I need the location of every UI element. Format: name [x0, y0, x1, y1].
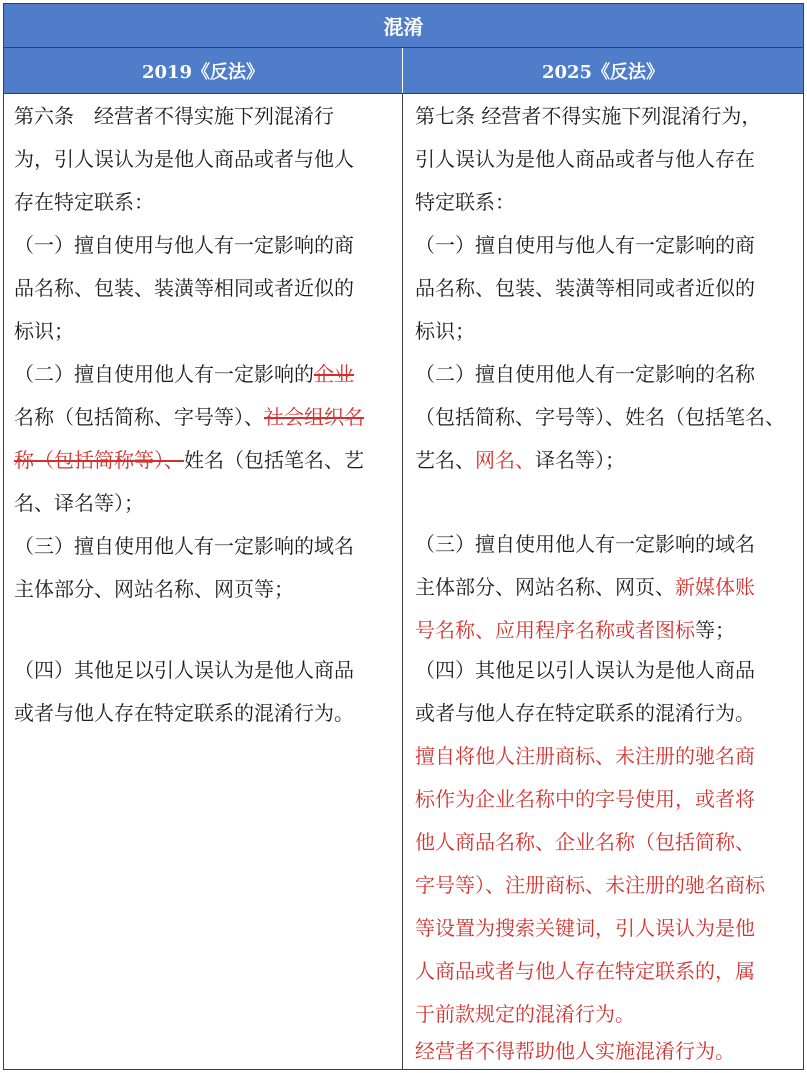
- deleted-text: 企业: [314, 362, 354, 386]
- added-text-line: 人商品或者与他人存在特定联系的，属: [415, 959, 755, 983]
- added-text: 网名、: [475, 448, 535, 472]
- text-segment: 姓名（包括笔名、艺: [184, 448, 364, 472]
- added-text-line: 他人商品名称、企业名称（包括简称、: [415, 830, 755, 854]
- text-line: 标识；: [14, 319, 74, 343]
- column-2025: [403, 93, 803, 1069]
- text-line: [415, 609, 735, 652]
- added-text: 新媒体账: [675, 575, 755, 599]
- text-line: [14, 353, 354, 396]
- text-line: [415, 439, 625, 482]
- column-2019: [4, 93, 402, 1069]
- text-line: 第七条 经营者不得实施下列混淆行为，: [415, 104, 762, 128]
- table-title: 混淆: [4, 4, 803, 48]
- table-header-row: [4, 48, 803, 94]
- added-text-line: 擅自将他人注册商标、未注册的驰名商: [415, 744, 755, 768]
- text-line: （三）擅自使用他人有一定影响的域名: [14, 534, 354, 558]
- added-text-line: 经营者不得帮助他人实施混淆行为。: [415, 1039, 735, 1063]
- text-line: 第六条 经营者不得实施下列混淆行: [14, 104, 334, 128]
- text-line: 或者与他人存在特定联系的混淆行为。: [14, 701, 354, 725]
- text-line: （三）擅自使用他人有一定影响的域名: [415, 532, 755, 556]
- text-segment: 等；: [695, 618, 735, 642]
- text-line: 存在特定联系：: [14, 190, 154, 214]
- added-text: 号名称、应用程序名称或者图标: [415, 618, 695, 642]
- header-2025: 2025《反法》: [541, 61, 665, 83]
- text-line: 品名称、包装、装潢等相同或者近似的: [14, 276, 354, 300]
- text-segment: 译名等）；: [535, 448, 625, 472]
- added-text-line: 字号等）、注册商标、未注册的驰名商标: [415, 873, 765, 897]
- text-line: [14, 439, 364, 482]
- deleted-text: 称（包括简称等）、: [14, 448, 184, 472]
- text-line: （一）擅自使用与他人有一定影响的商: [415, 233, 755, 257]
- text-line: 标识；: [415, 319, 475, 343]
- text-line: 引人误认为是他人商品或者与他人存在: [415, 147, 755, 171]
- text-line: 特定联系：: [415, 190, 515, 214]
- text-segment: （二）擅自使用他人有一定影响的: [14, 362, 314, 386]
- header-2019: 2019《反法》: [4, 48, 403, 93]
- text-line: [415, 566, 755, 609]
- text-line: 名、译名等）；: [14, 491, 144, 515]
- text-line: [14, 396, 364, 439]
- added-text-line: 等设置为搜索关键词，引人误认为是他: [415, 916, 755, 940]
- text-segment: 艺名、: [415, 448, 475, 472]
- text-line: （一）擅自使用与他人有一定影响的商: [14, 233, 354, 257]
- text-line: （四）其他足以引人误认为是他人商品: [14, 658, 354, 682]
- text-line: 为，引人误认为是他人商品或者与他人: [14, 147, 354, 171]
- comparison-table: [3, 3, 804, 1070]
- text-line: 或者与他人存在特定联系的混淆行为。: [415, 701, 755, 725]
- text-line: （二）擅自使用他人有一定影响的名称: [415, 362, 755, 386]
- text-line: 主体部分、网站名称、网页等；: [14, 577, 294, 601]
- deleted-text: 社会组织名: [264, 405, 364, 429]
- added-text-line: 于前款规定的混淆行为。: [415, 1002, 635, 1026]
- text-line: 品名称、包装、装潢等相同或者近似的: [415, 276, 755, 300]
- added-text-line: 标作为企业名称中的字号使用，或者将: [415, 787, 755, 811]
- text-line: （包括简称、字号等）、姓名（包括笔名、: [415, 405, 785, 429]
- text-segment: 名称（包括简称、字号等）、: [14, 405, 264, 429]
- text-segment: 主体部分、网站名称、网页、: [415, 575, 675, 599]
- text-line: （四）其他足以引人误认为是他人商品: [415, 658, 755, 682]
